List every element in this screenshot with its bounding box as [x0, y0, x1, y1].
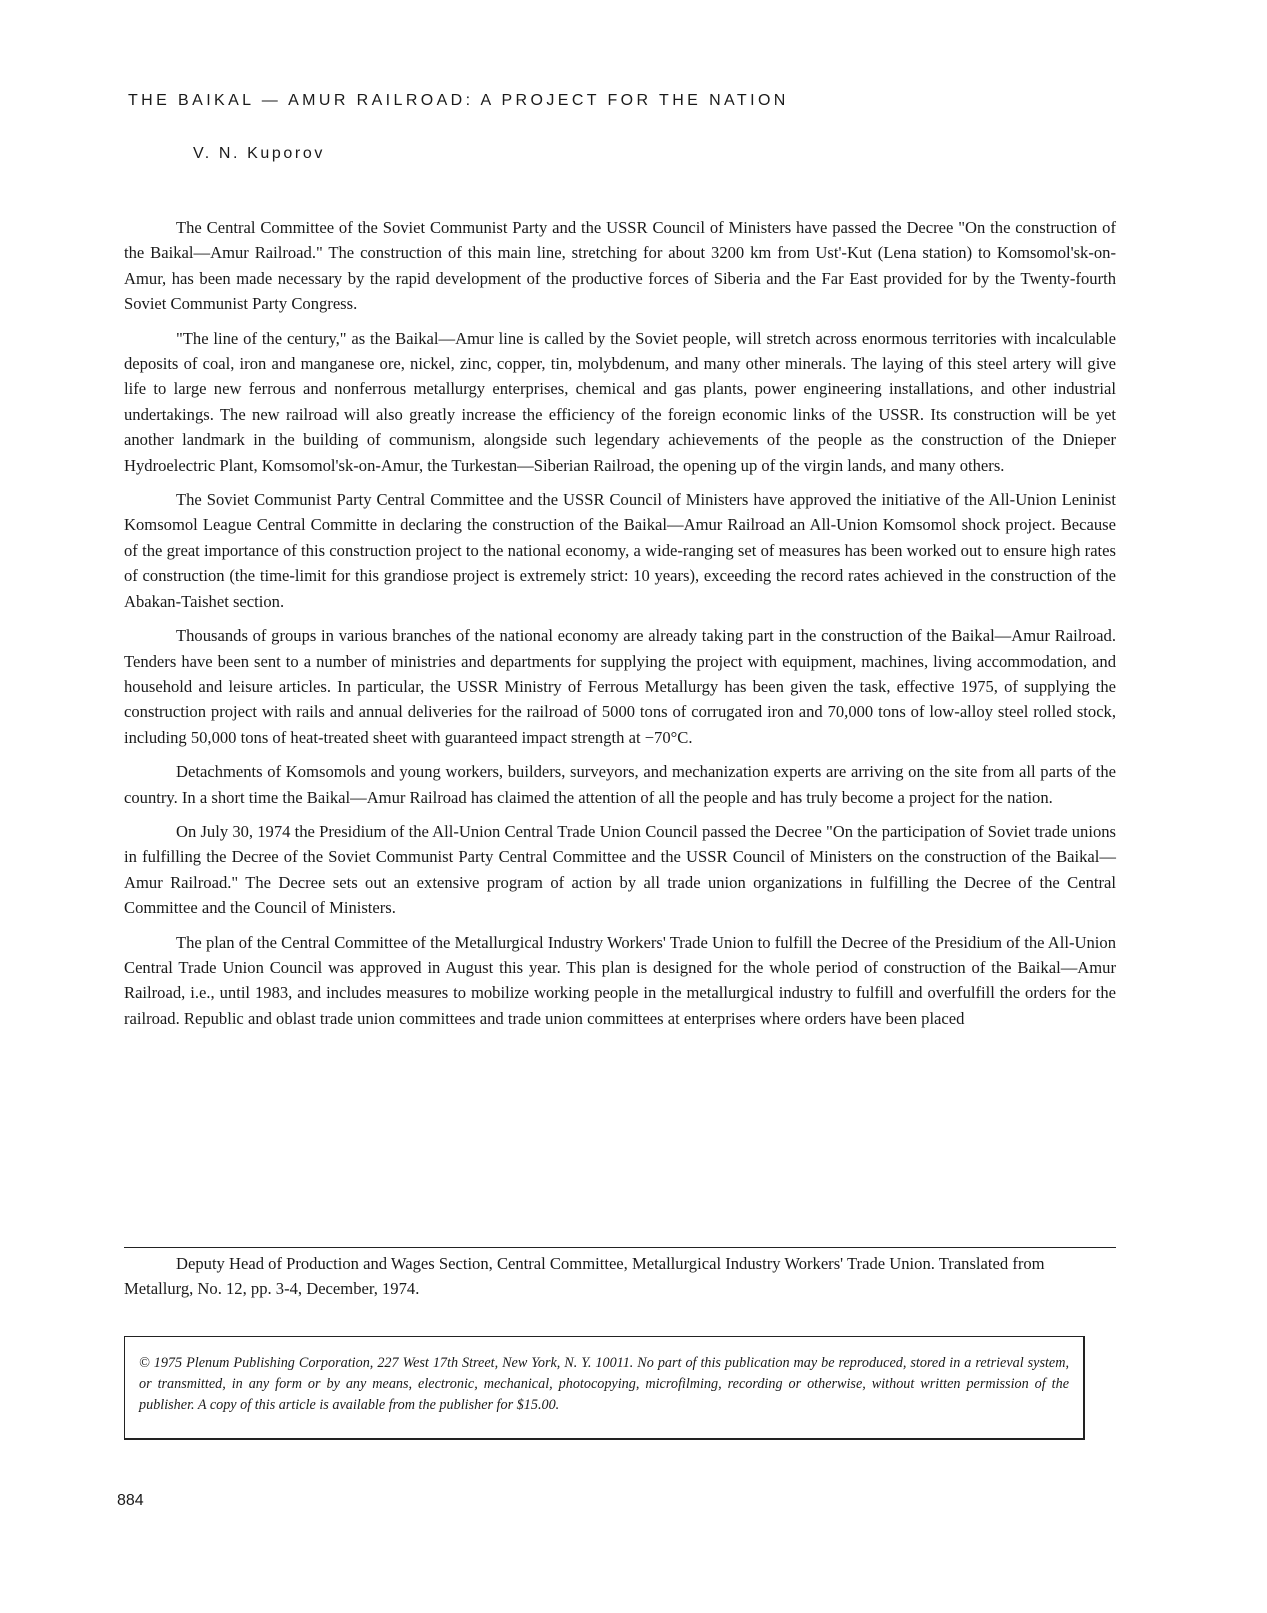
body-paragraph: Thousands of groups in various branches of the national economy are already taking part in the construction of the Baikal—Amur Railroad. Tenders have been sent to a number of ministries and departments for supplying the project with equipment, machines, living accommodation, and household and leisure articles. In particular, the USSR Ministry of Ferrous Metallurgy has been given the task, effective 1975, of supplying the construction project with rails and annual deliveries for the railroad of 5000 tons of corrugated iron and 70,000 tons of low-alloy steel rolled stock, including 50,000 tons of heat-treated sheet with guaranteed impact strength at −70°C.	[124, 626, 1116, 747]
body-paragraph: Detachments of Komsomols and young workers, builders, surveyors, and mechanization experts are arriving on the site from all parts of the country. In a short time the Baikal—Amur Railroad has claimed the attention of all the people and has truly become a project for the nation.	[124, 762, 1116, 807]
article-title: THE BAIKAL — AMUR RAILROAD: A PROJECT FOR THE NATION	[128, 92, 789, 109]
footnote: Deputy Head of Production and Wages Section, Central Committee, Metallurgical Industry Workers' Trade Union. Translated from Metallurg, No. 12, pp. 3-4, December, 1974.	[124, 1254, 1045, 1298]
body-paragraph: The Soviet Communist Party Central Committee and the USSR Council of Ministers have approved the initiative of the All-Union Leninist Komsomol League Central Committe in declaring the construction of the Baikal—Amur Railroad an All-Union Komsomol shock project. Because of the great importance of this construction project to the national economy, a wide-ranging set of measures has been worked out to ensure high rates of construction (the time-limit for this grandiose project is extremely strict: 10 years), exceeding the record rates achieved in the construction of the Abakan-Taishet section.	[124, 490, 1116, 611]
page-number: 884	[117, 1492, 144, 1509]
copyright-box	[124, 1336, 1085, 1440]
body-paragraph: "The line of the century," as the Baikal—Amur line is called by the Soviet people, will stretch across enormous territories with incalculable deposits of coal, iron and manganese ore, nickel, zinc, copper, tin, molybdenum, and many other minerals. The laying of this steel artery will give life to large new ferrous and nonferrous metallurgy enterprises, chemical and gas plants, power engineering installations, and other industrial undertakings. The new railroad will also greatly increase the efficiency of the foreign economic links of the USSR. Its construction will be yet another landmark in the building of communism, alongside such legendary achievements of the people as the construction of the Dnieper Hydroelectric Plant, Komsomol'sk-on-Amur, the Turkestan—Siberian Railroad, the opening up of the virgin lands, and many others.	[124, 328, 1116, 475]
copyright-notice: © 1975 Plenum Publishing Corporation, 227 West 17th Street, New York, N. Y. 10011. No part of this publication may be reproduced, stored in a retrieval system, or transmitted, in any form or by any means, electronic, mechanical, photocopying, microfilming, recording or otherwise, without written permission of the publisher. A copy of this article is available from the publisher for $15.00.	[139, 1355, 1069, 1413]
body-paragraph: On July 30, 1974 the Presidium of the All-Union Central Trade Union Council passed the Decree "On the participation of Soviet trade unions in fulfilling the Decree of the Soviet Communist Party Central Committee and the USSR Council of Ministers on the construction of the Baikal—Amur Railroad." The Decree sets out an extensive program of action by all trade union organizations in fulfilling the Decree of the Central Committee and the Council of Ministers.	[124, 821, 1116, 918]
body-paragraph: The plan of the Central Committee of the Metallurgical Industry Workers' Trade Union to fulfill the Decree of the Presidium of the All-Union Central Trade Union Council was approved in August this year. This plan is designed for the whole period of construction of the Baikal—Amur Railroad, i.e., until 1983, and includes measures to mobilize working people in the metallurgical industry to fulfill and overfulfill the orders for the railroad. Republic and oblast trade union committees and trade union committees at enterprises where orders have been placed	[124, 932, 1116, 1028]
footnote-divider	[124, 1247, 1116, 1248]
article-body	[124, 215, 1116, 1040]
body-paragraph: The Central Committee of the Soviet Communist Party and the USSR Council of Ministers have passed the Decree "On the construction of the Baikal—Amur Railroad." The construction of this main line, stretching for about 3200 km from Ust'-Kut (Lena station) to Komsomol'sk-on-Amur, has been made necessary by the rapid development of the productive forces of Siberia and the Far East provided for by the Twenty-fourth Soviet Communist Party Congress.	[124, 218, 1116, 314]
article-author: V. N. Kuporov	[193, 145, 325, 162]
